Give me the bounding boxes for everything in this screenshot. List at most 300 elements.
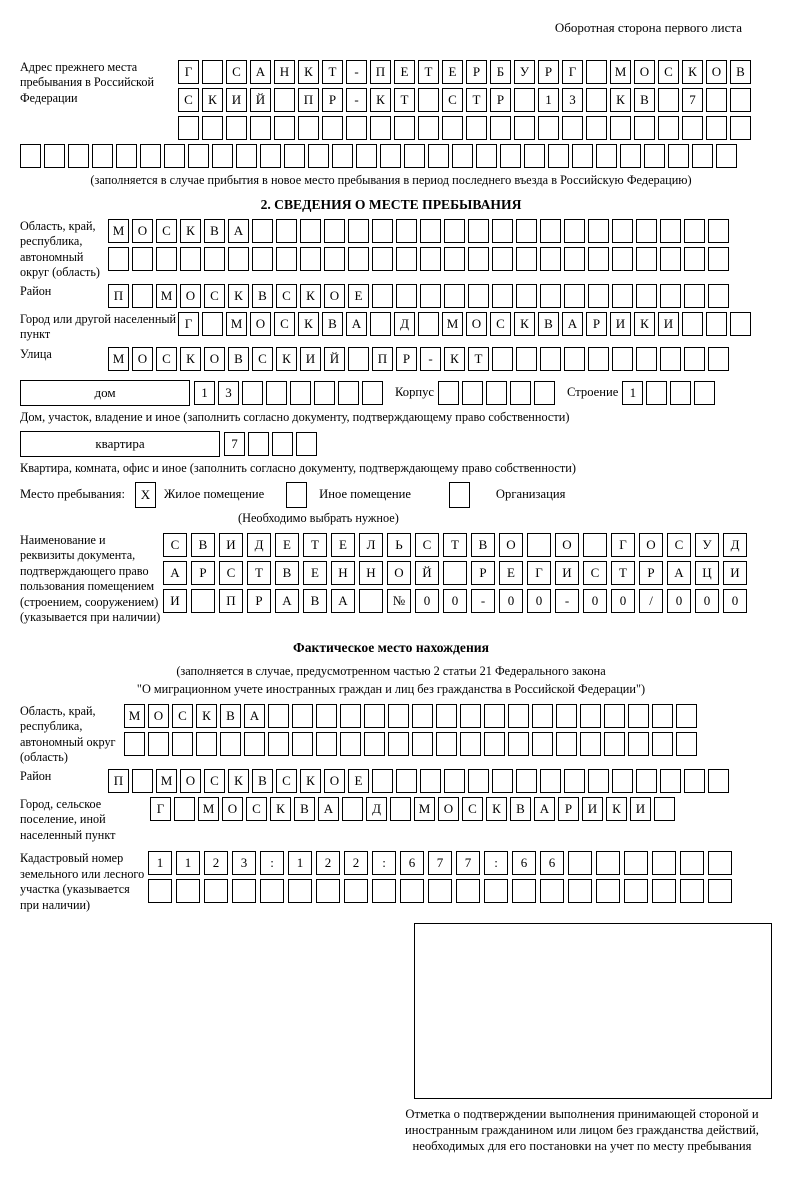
char-cell[interactable]: [404, 144, 425, 168]
char-cell[interactable]: 7: [428, 851, 452, 875]
char-cell[interactable]: Е: [348, 769, 369, 793]
char-cell[interactable]: [196, 732, 217, 756]
char-cell[interactable]: С: [583, 561, 607, 585]
char-cell[interactable]: [596, 851, 620, 875]
char-cell[interactable]: [706, 116, 727, 140]
char-cell[interactable]: :: [372, 851, 396, 875]
char-cell[interactable]: Р: [471, 561, 495, 585]
char-cell[interactable]: 3: [232, 851, 256, 875]
char-cell[interactable]: О: [706, 60, 727, 84]
char-cell[interactable]: М: [108, 347, 129, 371]
char-cell[interactable]: [188, 144, 209, 168]
char-cell[interactable]: К: [300, 769, 321, 793]
char-cell[interactable]: [516, 284, 537, 308]
char-cell[interactable]: Н: [331, 561, 355, 585]
char-cell[interactable]: О: [639, 533, 663, 557]
char-cell[interactable]: [708, 284, 729, 308]
char-cell[interactable]: 0: [527, 589, 551, 613]
char-cell[interactable]: [362, 381, 383, 405]
char-cell[interactable]: [588, 347, 609, 371]
char-cell[interactable]: С: [156, 219, 177, 243]
char-cell[interactable]: [292, 704, 313, 728]
char-cell[interactable]: [516, 247, 537, 271]
char-cell[interactable]: М: [156, 769, 177, 793]
char-cell[interactable]: [512, 879, 536, 903]
char-cell[interactable]: [316, 732, 337, 756]
char-cell[interactable]: [492, 247, 513, 271]
char-cell[interactable]: Г: [178, 312, 199, 336]
char-cell[interactable]: 1: [622, 381, 643, 405]
char-cell[interactable]: К: [202, 88, 223, 112]
char-cell[interactable]: Й: [324, 347, 345, 371]
char-cell[interactable]: [646, 381, 667, 405]
char-cell[interactable]: В: [303, 589, 327, 613]
char-cell[interactable]: [420, 219, 441, 243]
char-cell[interactable]: [462, 381, 483, 405]
char-cell[interactable]: О: [204, 347, 225, 371]
char-cell[interactable]: [556, 704, 577, 728]
char-cell[interactable]: [586, 60, 607, 84]
char-cell[interactable]: [226, 116, 247, 140]
char-cell[interactable]: [564, 769, 585, 793]
char-cell[interactable]: [527, 533, 551, 557]
char-cell[interactable]: [180, 247, 201, 271]
char-cell[interactable]: [348, 247, 369, 271]
char-cell[interactable]: О: [180, 769, 201, 793]
char-cell[interactable]: [220, 732, 241, 756]
char-cell[interactable]: [176, 879, 200, 903]
char-cell[interactable]: В: [538, 312, 559, 336]
char-cell[interactable]: [580, 732, 601, 756]
char-cell[interactable]: Е: [394, 60, 415, 84]
char-cell[interactable]: [276, 219, 297, 243]
char-cell[interactable]: П: [298, 88, 319, 112]
char-cell[interactable]: [708, 247, 729, 271]
char-cell[interactable]: К: [634, 312, 655, 336]
char-cell[interactable]: [636, 219, 657, 243]
char-cell[interactable]: С: [667, 533, 691, 557]
char-cell[interactable]: [676, 704, 697, 728]
char-cell[interactable]: О: [132, 347, 153, 371]
char-cell[interactable]: [172, 732, 193, 756]
char-cell[interactable]: [250, 116, 271, 140]
char-cell[interactable]: Е: [348, 284, 369, 308]
char-cell[interactable]: [670, 381, 691, 405]
char-cell[interactable]: 3: [562, 88, 583, 112]
char-cell[interactable]: Д: [247, 533, 271, 557]
char-cell[interactable]: К: [682, 60, 703, 84]
char-cell[interactable]: К: [370, 88, 391, 112]
char-cell[interactable]: М: [610, 60, 631, 84]
char-cell[interactable]: С: [204, 769, 225, 793]
char-cell[interactable]: 1: [148, 851, 172, 875]
char-cell[interactable]: [420, 284, 441, 308]
char-cell[interactable]: К: [180, 347, 201, 371]
char-cell[interactable]: [372, 247, 393, 271]
char-cell[interactable]: [730, 312, 751, 336]
char-cell[interactable]: [564, 219, 585, 243]
char-cell[interactable]: Т: [443, 533, 467, 557]
char-cell[interactable]: С: [274, 312, 295, 336]
char-cell[interactable]: Ц: [695, 561, 719, 585]
char-cell[interactable]: С: [219, 561, 243, 585]
char-cell[interactable]: С: [246, 797, 267, 821]
char-cell[interactable]: [624, 851, 648, 875]
char-cell[interactable]: [174, 797, 195, 821]
char-cell[interactable]: [370, 312, 391, 336]
char-cell[interactable]: [420, 769, 441, 793]
char-cell[interactable]: Р: [558, 797, 579, 821]
checkbox-zhiloe[interactable]: X: [135, 482, 156, 508]
char-cell[interactable]: [583, 533, 607, 557]
char-cell[interactable]: [516, 347, 537, 371]
char-cell[interactable]: 1: [194, 381, 215, 405]
char-cell[interactable]: [468, 219, 489, 243]
char-cell[interactable]: 7: [456, 851, 480, 875]
char-cell[interactable]: [132, 769, 153, 793]
char-cell[interactable]: [596, 144, 617, 168]
char-cell[interactable]: [436, 732, 457, 756]
char-cell[interactable]: О: [180, 284, 201, 308]
char-cell[interactable]: [706, 88, 727, 112]
char-cell[interactable]: [308, 144, 329, 168]
char-cell[interactable]: Р: [396, 347, 417, 371]
char-cell[interactable]: [204, 247, 225, 271]
char-cell[interactable]: [202, 60, 223, 84]
char-cell[interactable]: Л: [359, 533, 383, 557]
char-cell[interactable]: К: [606, 797, 627, 821]
char-cell[interactable]: [444, 219, 465, 243]
char-cell[interactable]: К: [298, 60, 319, 84]
char-cell[interactable]: [156, 247, 177, 271]
char-cell[interactable]: Е: [499, 561, 523, 585]
char-cell[interactable]: [658, 88, 679, 112]
char-cell[interactable]: [708, 851, 732, 875]
char-cell[interactable]: [588, 247, 609, 271]
char-cell[interactable]: [284, 144, 305, 168]
char-cell[interactable]: [252, 247, 273, 271]
char-cell[interactable]: В: [322, 312, 343, 336]
char-cell[interactable]: [588, 284, 609, 308]
char-cell[interactable]: [612, 347, 633, 371]
char-cell[interactable]: Б: [490, 60, 511, 84]
char-cell[interactable]: О: [499, 533, 523, 557]
char-cell[interactable]: У: [514, 60, 535, 84]
char-cell[interactable]: Г: [562, 60, 583, 84]
char-cell[interactable]: [372, 284, 393, 308]
char-cell[interactable]: В: [191, 533, 215, 557]
char-cell[interactable]: [248, 432, 269, 456]
char-cell[interactable]: А: [562, 312, 583, 336]
char-cell[interactable]: [191, 589, 215, 613]
char-cell[interactable]: [468, 769, 489, 793]
char-cell[interactable]: С: [415, 533, 439, 557]
char-cell[interactable]: А: [244, 704, 265, 728]
char-cell[interactable]: П: [108, 769, 129, 793]
char-cell[interactable]: [668, 144, 689, 168]
char-cell[interactable]: [540, 879, 564, 903]
char-cell[interactable]: О: [250, 312, 271, 336]
char-cell[interactable]: И: [300, 347, 321, 371]
char-cell[interactable]: Д: [723, 533, 747, 557]
char-cell[interactable]: [684, 247, 705, 271]
char-cell[interactable]: -: [555, 589, 579, 613]
char-cell[interactable]: [212, 144, 233, 168]
char-cell[interactable]: [228, 247, 249, 271]
char-cell[interactable]: [652, 851, 676, 875]
char-cell[interactable]: В: [275, 561, 299, 585]
char-cell[interactable]: [268, 732, 289, 756]
char-cell[interactable]: У: [695, 533, 719, 557]
char-cell[interactable]: И: [555, 561, 579, 585]
char-cell[interactable]: [272, 432, 293, 456]
char-cell[interactable]: Р: [247, 589, 271, 613]
char-cell[interactable]: [276, 247, 297, 271]
char-cell[interactable]: :: [260, 851, 284, 875]
char-cell[interactable]: [292, 732, 313, 756]
char-cell[interactable]: Е: [442, 60, 463, 84]
char-cell[interactable]: Т: [468, 347, 489, 371]
char-cell[interactable]: Ь: [387, 533, 411, 557]
char-cell[interactable]: [148, 732, 169, 756]
char-cell[interactable]: [612, 247, 633, 271]
char-cell[interactable]: [242, 381, 263, 405]
char-cell[interactable]: [708, 347, 729, 371]
char-cell[interactable]: В: [294, 797, 315, 821]
char-cell[interactable]: О: [387, 561, 411, 585]
char-cell[interactable]: [232, 879, 256, 903]
char-cell[interactable]: К: [298, 312, 319, 336]
char-cell[interactable]: [514, 116, 535, 140]
char-cell[interactable]: И: [163, 589, 187, 613]
char-cell[interactable]: Т: [418, 60, 439, 84]
char-cell[interactable]: [660, 219, 681, 243]
char-cell[interactable]: [396, 219, 417, 243]
char-cell[interactable]: [370, 116, 391, 140]
char-cell[interactable]: Т: [394, 88, 415, 112]
char-cell[interactable]: [634, 116, 655, 140]
char-cell[interactable]: [236, 144, 257, 168]
char-cell[interactable]: [524, 144, 545, 168]
char-cell[interactable]: 2: [316, 851, 340, 875]
char-cell[interactable]: [132, 284, 153, 308]
char-cell[interactable]: [442, 116, 463, 140]
char-cell[interactable]: [516, 219, 537, 243]
char-cell[interactable]: [346, 116, 367, 140]
char-cell[interactable]: [148, 879, 172, 903]
char-cell[interactable]: [468, 284, 489, 308]
char-cell[interactable]: [490, 116, 511, 140]
char-cell[interactable]: [548, 144, 569, 168]
char-cell[interactable]: [116, 144, 137, 168]
char-cell[interactable]: [428, 144, 449, 168]
char-cell[interactable]: [532, 732, 553, 756]
char-cell[interactable]: [466, 116, 487, 140]
char-cell[interactable]: [572, 144, 593, 168]
char-cell[interactable]: [652, 732, 673, 756]
char-cell[interactable]: К: [486, 797, 507, 821]
char-cell[interactable]: [202, 116, 223, 140]
char-cell[interactable]: [390, 797, 411, 821]
char-cell[interactable]: Т: [322, 60, 343, 84]
char-cell[interactable]: [500, 144, 521, 168]
char-cell[interactable]: М: [442, 312, 463, 336]
char-cell[interactable]: К: [610, 88, 631, 112]
char-cell[interactable]: [316, 879, 340, 903]
char-cell[interactable]: А: [228, 219, 249, 243]
char-cell[interactable]: [660, 284, 681, 308]
char-cell[interactable]: К: [276, 347, 297, 371]
char-cell[interactable]: [418, 312, 439, 336]
char-cell[interactable]: С: [276, 284, 297, 308]
char-cell[interactable]: [132, 247, 153, 271]
char-cell[interactable]: К: [228, 284, 249, 308]
char-cell[interactable]: 0: [583, 589, 607, 613]
char-cell[interactable]: [580, 704, 601, 728]
char-cell[interactable]: В: [220, 704, 241, 728]
char-cell[interactable]: [394, 116, 415, 140]
char-cell[interactable]: [628, 732, 649, 756]
char-cell[interactable]: В: [471, 533, 495, 557]
char-cell[interactable]: [708, 769, 729, 793]
char-cell[interactable]: М: [124, 704, 145, 728]
char-cell[interactable]: О: [148, 704, 169, 728]
char-cell[interactable]: Т: [303, 533, 327, 557]
char-cell[interactable]: [654, 797, 675, 821]
char-cell[interactable]: [568, 879, 592, 903]
char-cell[interactable]: [396, 247, 417, 271]
char-cell[interactable]: [436, 704, 457, 728]
char-cell[interactable]: [604, 732, 625, 756]
char-cell[interactable]: [588, 219, 609, 243]
char-cell[interactable]: С: [442, 88, 463, 112]
checkbox-organizatsiya[interactable]: [449, 482, 470, 508]
char-cell[interactable]: [324, 219, 345, 243]
char-cell[interactable]: [596, 879, 620, 903]
char-cell[interactable]: [108, 247, 129, 271]
char-cell[interactable]: Г: [178, 60, 199, 84]
char-cell[interactable]: [682, 116, 703, 140]
char-cell[interactable]: [418, 116, 439, 140]
apartment-wide-box[interactable]: квартира: [20, 431, 220, 457]
char-cell[interactable]: Й: [250, 88, 271, 112]
char-cell[interactable]: [684, 769, 705, 793]
char-cell[interactable]: С: [226, 60, 247, 84]
char-cell[interactable]: Р: [322, 88, 343, 112]
char-cell[interactable]: В: [510, 797, 531, 821]
char-cell[interactable]: [300, 219, 321, 243]
char-cell[interactable]: С: [658, 60, 679, 84]
char-cell[interactable]: [456, 879, 480, 903]
char-cell[interactable]: [540, 247, 561, 271]
char-cell[interactable]: [444, 247, 465, 271]
char-cell[interactable]: [274, 88, 295, 112]
char-cell[interactable]: [612, 219, 633, 243]
char-cell[interactable]: [540, 284, 561, 308]
char-cell[interactable]: И: [582, 797, 603, 821]
char-cell[interactable]: С: [204, 284, 225, 308]
char-cell[interactable]: -: [471, 589, 495, 613]
char-cell[interactable]: [260, 144, 281, 168]
char-cell[interactable]: [564, 347, 585, 371]
char-cell[interactable]: С: [178, 88, 199, 112]
char-cell[interactable]: А: [318, 797, 339, 821]
char-cell[interactable]: [586, 116, 607, 140]
char-cell[interactable]: [680, 851, 704, 875]
char-cell[interactable]: :: [484, 851, 508, 875]
char-cell[interactable]: С: [172, 704, 193, 728]
char-cell[interactable]: В: [252, 769, 273, 793]
char-cell[interactable]: Н: [274, 60, 295, 84]
char-cell[interactable]: Е: [331, 533, 355, 557]
char-cell[interactable]: 2: [204, 851, 228, 875]
char-cell[interactable]: [298, 116, 319, 140]
char-cell[interactable]: [682, 312, 703, 336]
char-cell[interactable]: [290, 381, 311, 405]
char-cell[interactable]: [92, 144, 113, 168]
char-cell[interactable]: [140, 144, 161, 168]
char-cell[interactable]: [359, 589, 383, 613]
char-cell[interactable]: 3: [218, 381, 239, 405]
char-cell[interactable]: [296, 432, 317, 456]
char-cell[interactable]: -: [346, 88, 367, 112]
char-cell[interactable]: [468, 247, 489, 271]
char-cell[interactable]: [274, 116, 295, 140]
char-cell[interactable]: О: [324, 284, 345, 308]
char-cell[interactable]: [492, 347, 513, 371]
char-cell[interactable]: [164, 144, 185, 168]
char-cell[interactable]: [516, 769, 537, 793]
char-cell[interactable]: [444, 284, 465, 308]
char-cell[interactable]: В: [204, 219, 225, 243]
char-cell[interactable]: О: [634, 60, 655, 84]
char-cell[interactable]: [340, 732, 361, 756]
char-cell[interactable]: [252, 219, 273, 243]
char-cell[interactable]: [540, 347, 561, 371]
char-cell[interactable]: [508, 732, 529, 756]
char-cell[interactable]: И: [219, 533, 243, 557]
char-cell[interactable]: [372, 879, 396, 903]
char-cell[interactable]: Р: [466, 60, 487, 84]
char-cell[interactable]: [322, 116, 343, 140]
char-cell[interactable]: [412, 732, 433, 756]
char-cell[interactable]: [460, 732, 481, 756]
char-cell[interactable]: [484, 704, 505, 728]
char-cell[interactable]: [68, 144, 89, 168]
char-cell[interactable]: Г: [527, 561, 551, 585]
char-cell[interactable]: И: [723, 561, 747, 585]
char-cell[interactable]: С: [156, 347, 177, 371]
char-cell[interactable]: Р: [490, 88, 511, 112]
char-cell[interactable]: Р: [639, 561, 663, 585]
char-cell[interactable]: [676, 732, 697, 756]
char-cell[interactable]: П: [108, 284, 129, 308]
char-cell[interactable]: [730, 88, 751, 112]
char-cell[interactable]: [124, 732, 145, 756]
char-cell[interactable]: [324, 247, 345, 271]
char-cell[interactable]: [556, 732, 577, 756]
char-cell[interactable]: [624, 879, 648, 903]
char-cell[interactable]: [492, 219, 513, 243]
char-cell[interactable]: [364, 732, 385, 756]
char-cell[interactable]: [476, 144, 497, 168]
char-cell[interactable]: С: [276, 769, 297, 793]
char-cell[interactable]: [268, 704, 289, 728]
char-cell[interactable]: М: [198, 797, 219, 821]
char-cell[interactable]: С: [163, 533, 187, 557]
char-cell[interactable]: Р: [538, 60, 559, 84]
char-cell[interactable]: [418, 88, 439, 112]
